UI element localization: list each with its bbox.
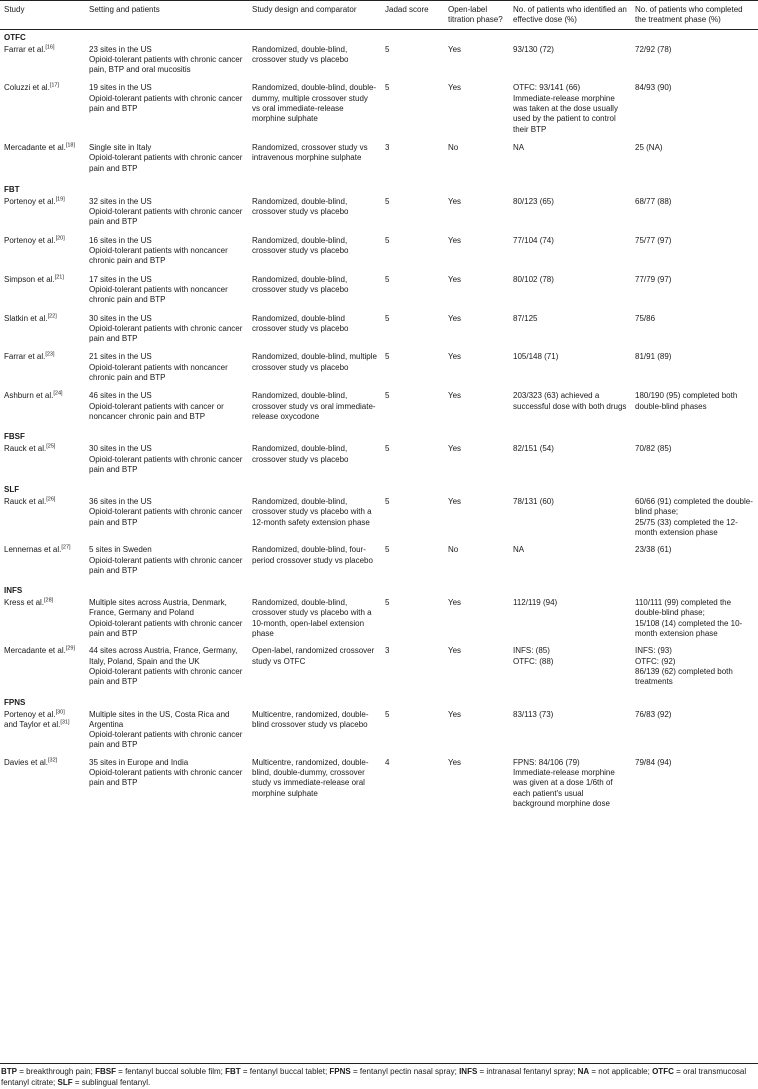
completed-cell: 180/190 (95) completed both double-blind phases (635, 391, 738, 411)
study-name: Mercadante et al. (4, 646, 66, 656)
study-name: Ashburn et al. (4, 391, 54, 401)
jadad-cell: 5 (385, 391, 390, 401)
design-cell: Randomized, double-blind, crossover study vs placebo with a 10-month, open-label extension phase (252, 598, 372, 639)
completed-cell: 23/38 (61) (635, 545, 672, 555)
study-ref: [21] (54, 273, 64, 280)
setting-cell: 21 sites in the US Opioid-tolerant patients with noncancer chronic pain and BTP (89, 352, 228, 383)
group-row (0, 182, 758, 197)
titration-cell: Yes (448, 444, 462, 454)
effective-dose-cell: 105/148 (71) (513, 352, 559, 362)
study-ref: [30] (55, 708, 65, 715)
effective-dose-cell: INFS: (85) OTFC: (88) (513, 646, 554, 666)
setting-cell: 32 sites in the US Opioid-tolerant patients with chronic cancer pain and BTP (89, 196, 243, 227)
study-cell (0, 710, 85, 758)
setting-cell: 5 sites in Sweden Opioid-tolerant patients with chronic cancer pain and BTP (89, 545, 243, 575)
footnote-def: = fentanyl buccal tablet; (240, 1067, 330, 1076)
footnote-def: = breakthrough pain; (17, 1067, 96, 1076)
study-ref: [27] (61, 544, 71, 551)
study-cell (0, 646, 85, 694)
table-row (0, 352, 758, 391)
setting-cell: 35 sites in Europe and India Opioid-tolerant patients with chronic cancer pain and BTP (89, 757, 243, 788)
setting-cell: Single site in Italy Opioid-tolerant patients with chronic cancer pain and BTP (89, 142, 243, 173)
design-cell: Randomized, double-blind, crossover study vs placebo (252, 44, 349, 64)
design-cell: Open-label, randomized crossover study vs OTFC (252, 646, 375, 666)
design-cell: Randomized, double-blind, crossover study vs oral immediate-release oxycodone (252, 391, 376, 421)
completed-cell: 60/66 (91) completed the double-blind phase; 25/75 (33) completed the 12-month extension phase (635, 497, 753, 537)
jadad-cell: 5 (385, 352, 390, 362)
setting-cell: 17 sites in the US Opioid-tolerant patients with noncancer chronic pain and BTP (89, 274, 228, 305)
titration-cell: Yes (448, 274, 462, 284)
design-cell: Randomized, double-blind, crossover study vs placebo (252, 274, 349, 294)
completed-cell: 110/111 (99) completed the double-blind phase; 15/108 (14) completed the 10-month extension phase (635, 598, 743, 639)
table-row (0, 143, 758, 182)
design-cell: Randomized, double-blind, crossover study vs placebo with a 12-month safety extension phase (252, 497, 372, 527)
table-row (0, 45, 758, 84)
completed-cell: 25 (NA) (635, 142, 663, 152)
jadad-cell: 3 (385, 646, 390, 656)
setting-cell: 19 sites in the US Opioid-tolerant patients with chronic cancer pain and BTP (89, 83, 243, 114)
effective-dose-cell: 87/125 (513, 313, 538, 323)
study-name: Portenoy et al. (4, 196, 56, 206)
jadad-cell: 5 (385, 598, 390, 608)
titration-cell: Yes (448, 709, 462, 719)
setting-cell: 44 sites across Austria, France, Germany, Italy, Poland, Spain and the UK Opioid-tolerant patients with chronic cancer pain and BTP (89, 646, 243, 687)
study-cell (0, 758, 85, 816)
titration-cell: Yes (448, 44, 462, 54)
completed-cell: 70/82 (85) (635, 444, 672, 454)
table-row (0, 83, 758, 142)
design-cell: Randomized, double-blind, crossover study vs placebo (252, 235, 349, 256)
titration-cell: No (448, 142, 459, 152)
group-row (0, 583, 758, 598)
header-row (0, 1, 758, 30)
study-cell (0, 45, 85, 84)
header-design: Study design and comparator (248, 1, 381, 30)
study-ref: [26] (46, 496, 56, 503)
jadad-cell: 5 (385, 444, 390, 454)
header-effective-dose: No. of patients who identified an effective dose (%) (509, 1, 631, 30)
group-label: OTFC (4, 32, 26, 42)
table-row (0, 758, 758, 816)
study-cell (0, 598, 85, 646)
study-cell (0, 444, 85, 482)
setting-cell: Multiple sites in the US, Costa Rica and Argentina Opioid-tolerant patients with chronic cancer pain and BTP (89, 709, 243, 750)
titration-cell: Yes (448, 646, 462, 656)
completed-cell: 77/79 (97) (635, 274, 672, 284)
table-row (0, 710, 758, 758)
jadad-cell: 5 (385, 274, 390, 284)
effective-dose-cell: 78/131 (60) (513, 497, 554, 507)
effective-dose-cell: 80/102 (78) (513, 274, 554, 284)
footnote-abbr: NA (577, 1067, 590, 1076)
study-name: Rauck et al. (4, 444, 47, 454)
group-label: FPNS (4, 697, 26, 707)
setting-cell: 16 sites in the US Opioid-tolerant patients with noncancer chronic pain and BTP (89, 235, 228, 266)
table-row (0, 236, 758, 275)
group-row (0, 482, 758, 497)
jadad-cell: 5 (385, 709, 390, 719)
design-cell: Randomized, double-blind, crossover study vs placebo (252, 196, 349, 217)
jadad-cell: 5 (385, 44, 390, 54)
study-ref: [24] (53, 390, 63, 397)
study-name: Farrar et al. (4, 44, 46, 54)
study-ref: [25] (46, 443, 56, 450)
study-cell (0, 352, 85, 391)
jadad-cell: 4 (385, 757, 390, 767)
header-completed: No. of patients who completed the treatment phase (%) (631, 1, 758, 30)
table-body (0, 29, 758, 816)
setting-cell: Multiple sites across Austria, Denmark, France, Germany and Poland Opioid-tolerant patients with chronic cancer pain and BTP (89, 598, 243, 639)
header-jadad: Jadad score (381, 1, 444, 30)
study-ref-2: [31] (60, 719, 70, 726)
titration-cell: Yes (448, 196, 462, 206)
jadad-cell: 5 (385, 235, 390, 245)
design-cell: Randomized, double-blind crossover study vs placebo (252, 313, 349, 333)
footnote-def: = sublingual fentanyl. (72, 1078, 151, 1087)
completed-cell: 72/92 (78) (635, 44, 672, 54)
group-label: SLF (4, 485, 20, 495)
effective-dose-cell: 80/123 (65) (513, 196, 554, 206)
study-name: Mercadante et al. (4, 142, 66, 152)
group-label: INFS (4, 586, 23, 596)
design-cell: Randomized, double-blind, four-period crossover study vs placebo (252, 545, 373, 565)
setting-cell: 23 sites in the US Opioid-tolerant patients with chronic cancer pain, BTP and oral mucositis (89, 44, 243, 75)
study-ref: [22] (47, 312, 57, 319)
design-cell: Multicentre, randomized, double-blind crossover study vs placebo (252, 709, 369, 729)
study-name: Slatkin et al. (4, 313, 48, 323)
table-row (0, 646, 758, 694)
table-row (0, 314, 758, 353)
footnote (0, 1063, 758, 1088)
effective-dose-cell: 93/130 (72) (513, 44, 554, 54)
completed-cell: 68/77 (88) (635, 196, 672, 206)
completed-cell: 75/86 (635, 313, 656, 323)
design-cell: Randomized, double-blind, multiple crossover study vs placebo (252, 352, 377, 372)
study-cell (0, 314, 85, 353)
footnote-abbr: FBSF (95, 1067, 116, 1076)
titration-cell: Yes (448, 352, 462, 362)
group-row (0, 695, 758, 710)
titration-cell: Yes (448, 313, 462, 323)
titration-cell: No (448, 545, 459, 555)
study-name: Coluzzi et al. (4, 83, 50, 93)
footnote-def: = oral transmucosal fentanyl citrate; (1, 1067, 747, 1087)
table-row (0, 275, 758, 314)
effective-dose-cell: NA (513, 142, 525, 152)
study-name: Simpson et al. (4, 274, 55, 284)
titration-cell: Yes (448, 598, 462, 608)
jadad-cell: 5 (385, 83, 390, 93)
study-cell (0, 143, 85, 182)
titration-cell: Yes (448, 235, 462, 245)
study-ref: [18] (65, 142, 75, 149)
study-ref: [23] (45, 351, 55, 358)
setting-cell: 36 sites in the US Opioid-tolerant patients with chronic cancer pain and BTP (89, 497, 243, 527)
study-name: Farrar et al. (4, 352, 46, 362)
effective-dose-cell: 82/151 (54) (513, 444, 554, 454)
study-cell (0, 275, 85, 314)
study-ref: [16] (45, 43, 55, 50)
study-cell (0, 83, 85, 142)
group-label: FBT (4, 184, 20, 194)
titration-cell: Yes (448, 83, 462, 93)
study-ref: [29] (65, 645, 75, 652)
footnote-def: = not applicable; (589, 1067, 653, 1076)
table-row (0, 444, 758, 482)
effective-dose-cell: OTFC: 93/141 (66) Immediate-release morphine was taken at the dose usually used by the patient to control their BTP (513, 83, 618, 134)
design-cell: Multicentre, randomized, double-blind, double-dummy, crossover study vs immediate-release oral morphine sulphate (252, 757, 369, 798)
jadad-cell: 5 (385, 497, 390, 507)
footnote-def: = fentanyl buccal soluble film; (115, 1067, 226, 1076)
header-setting: Setting and patients (85, 1, 248, 30)
footnote-abbr: BTP (1, 1067, 17, 1076)
footnote-abbr: SLF (57, 1078, 73, 1087)
study-cell (0, 391, 85, 429)
completed-cell: 76/83 (92) (635, 709, 672, 719)
jadad-cell: 5 (385, 313, 390, 323)
study-name: Rauck et al. (4, 497, 47, 507)
titration-cell: Yes (448, 497, 462, 507)
study-name: Lennernas et al. (4, 545, 62, 555)
study-ref: [20] (55, 235, 65, 242)
group-label: FBSF (4, 432, 25, 442)
footnote-abbr: OTFC (652, 1067, 674, 1076)
effective-dose-cell: 203/323 (63) achieved a successful dose with both drugs (513, 391, 627, 411)
study-name: Davies et al. (4, 757, 49, 767)
effective-dose-cell: 112/119 (94) (513, 598, 558, 608)
group-row (0, 29, 758, 45)
table-row (0, 598, 758, 646)
table-row (0, 497, 758, 545)
effective-dose-cell: NA (513, 545, 525, 555)
table-row (0, 391, 758, 429)
study-ref: [28] (44, 597, 54, 604)
titration-cell: Yes (448, 391, 462, 401)
study-ref: [17] (49, 82, 59, 89)
footnote-abbr: FPNS (329, 1067, 351, 1076)
completed-cell: 84/93 (90) (635, 83, 672, 93)
effective-dose-cell: 77/104 (74) (513, 235, 554, 245)
study-cell (0, 497, 85, 545)
jadad-cell: 5 (385, 196, 390, 206)
titration-cell: Yes (448, 757, 462, 767)
footnote-def: = fentanyl pectin nasal spray; (350, 1067, 460, 1076)
footnote-abbr: FBT (225, 1067, 241, 1076)
study-cell (0, 545, 85, 583)
design-cell: Randomized, double-blind, double-dummy, multiple crossover study vs oral immediate-release morphine sulphate (252, 83, 377, 124)
study-ref: [32] (48, 757, 58, 764)
setting-cell: 46 sites in the US Opioid-tolerant patients with cancer or noncancer chronic pain and BTP (89, 391, 224, 421)
study-cell (0, 236, 85, 275)
study-name: Kress et al. (4, 598, 45, 608)
study-ref: [19] (55, 196, 65, 203)
header-study: Study (0, 1, 85, 30)
study-name-2: and Taylor et al. (4, 719, 61, 729)
footnote-def: = intranasal fentanyl spray; (477, 1067, 578, 1076)
jadad-cell: 3 (385, 142, 390, 152)
effective-dose-cell: FPNS: 84/106 (79) Immediate-release morphine was given at a dose 1/6th of each patient's usual background morphine dose (513, 757, 615, 808)
group-row (0, 429, 758, 444)
design-cell: Randomized, crossover study vs intravenous morphine sulphate (252, 142, 368, 163)
study-cell (0, 197, 85, 236)
study-name: Portenoy et al. (4, 709, 56, 719)
completed-cell: 75/77 (97) (635, 235, 672, 245)
setting-cell: 30 sites in the US Opioid-tolerant patients with chronic cancer pain and BTP (89, 313, 243, 344)
jadad-cell: 5 (385, 545, 390, 555)
effective-dose-cell: 83/113 (73) (513, 709, 554, 719)
table-row (0, 197, 758, 236)
footnote-abbr: INFS (459, 1067, 478, 1076)
completed-cell: 81/91 (89) (635, 352, 672, 362)
completed-cell: 79/84 (94) (635, 757, 672, 767)
table-row (0, 545, 758, 583)
setting-cell: 30 sites in the US Opioid-tolerant patients with chronic cancer pain and BTP (89, 444, 243, 474)
study-name: Portenoy et al. (4, 235, 56, 245)
header-titration: Open-label titration phase? (444, 1, 509, 30)
completed-cell: INFS: (93) OTFC: (92) 86/139 (62) completed both treatments (635, 646, 733, 687)
design-cell: Randomized, double-blind, crossover study vs placebo (252, 444, 349, 464)
